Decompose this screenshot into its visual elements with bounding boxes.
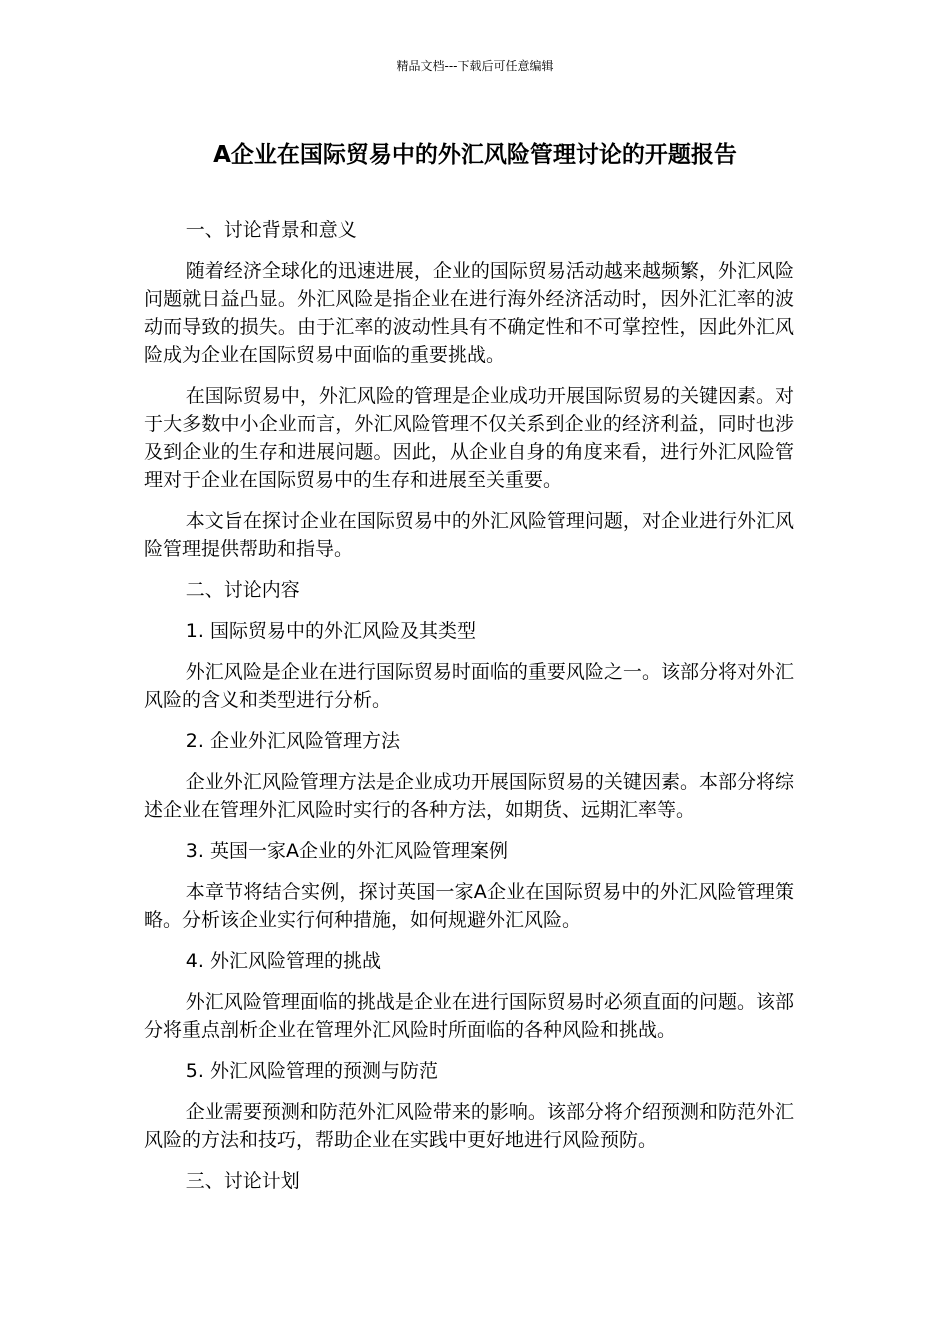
header-note: 精品文档---下载后可任意编辑 [396,59,554,73]
paragraph-background-2: 在国际贸易中，外汇风险的管理是企业成功开展国际贸易的关键因素。对于大多数中小企业而言，外汇风险管理不仅关系到企业的经济利益，同时也涉及到企业的生存和进展问题。因此，从企业自身的角度来看，进行外汇风险管理对于企业在国际贸易中的生存和进展至关重要。 [144,385,794,491]
subsection-heading-3: 3. 英国一家A企业的外汇风险管理案例 [185,840,508,862]
paragraph-background-3: 本文旨在探讨企业在国际贸易中的外汇风险管理问题，对企业进行外汇风险管理提供帮助和指导。 [144,510,794,560]
paragraph-subsection-4: 外汇风险管理面临的挑战是企业在进行国际贸易时必须直面的问题。该部分将重点剖析企业在管理外汇风险时所面临的各种风险和挑战。 [144,991,794,1041]
section-heading-content: 二、讨论内容 [185,579,300,601]
section-heading-plan: 三、讨论计划 [185,1170,300,1192]
paragraph-subsection-1: 外汇风险是企业在进行国际贸易时面临的重要风险之一。该部分将对外汇风险的含义和类型进行分析。 [144,661,794,711]
paragraph-background-1: 随着经济全球化的迅速进展，企业的国际贸易活动越来越频繁，外汇风险问题就日益凸显。外汇风险是指企业在进行海外经济活动时，因外汇汇率的波动而导致的损失。由于汇率的波动性具有不确定性和不可掌控性，因此外汇风险成为企业在国际贸易中面临的重要挑战。 [144,260,794,366]
paragraph-subsection-5: 企业需要预测和防范外汇风险带来的影响。该部分将介绍预测和防范外汇风险的方法和技巧，帮助企业在实践中更好地进行风险预防。 [144,1101,794,1151]
paragraph-subsection-2: 企业外汇风险管理方法是企业成功开展国际贸易的关键因素。本部分将综述企业在管理外汇风险时实行的各种方法，如期货、远期汇率等。 [144,771,794,821]
document-body [144,216,794,1208]
subsection-heading-1: 1. 国际贸易中的外汇风险及其类型 [185,620,476,642]
subsection-heading-5: 5. 外汇风险管理的预测与防范 [185,1060,438,1082]
paragraph-subsection-3: 本章节将结合实例，探讨英国一家A企业在国际贸易中的外汇风险管理策略。分析该企业实行何种措施，如何规避外汇风险。 [144,881,794,931]
subsection-heading-2: 2. 企业外汇风险管理方法 [185,730,400,752]
document-title: A企业在国际贸易中的外汇风险管理讨论的开题报告 [213,142,737,168]
subsection-heading-4: 4. 外汇风险管理的挑战 [185,950,381,972]
section-heading-background: 一、讨论背景和意义 [185,219,357,241]
